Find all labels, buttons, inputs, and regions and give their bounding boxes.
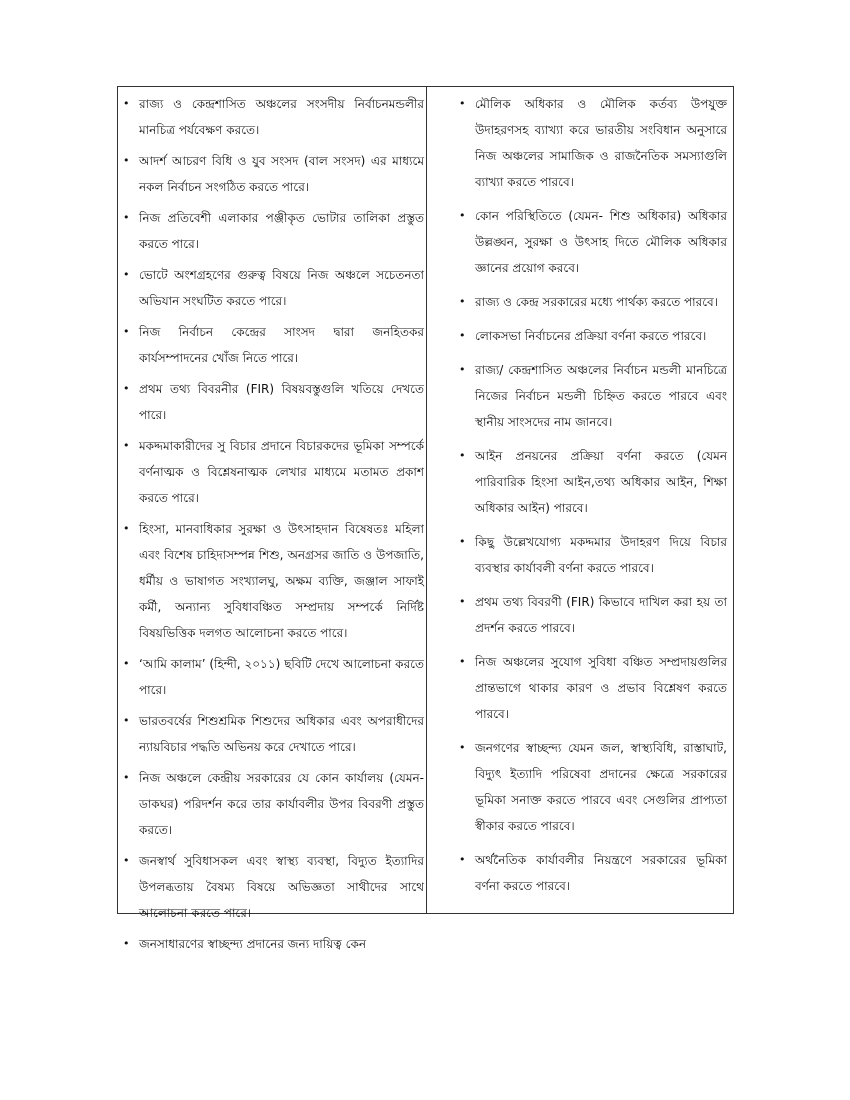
bullet-icon: • [459, 295, 466, 308]
list-item-text: জনস্বার্থ সুবিধাসকল এবং স্বাস্থ্য ব্যবস্থা, বিদ্যুত ইত্যাদির উপলব্ধতায় বৈষম্য বিষয়ে অভিজ্ঞতা সাথীদের সাথে আলোচনা করতে পারে। [139, 854, 424, 920]
bullet-icon: • [459, 449, 466, 462]
bullet-icon: • [123, 771, 130, 784]
list-item [119, 516, 424, 646]
list-item-text: কিছু উল্লেখযোগ্য মকদ্দমার উদাহরণ দিয়ে বিচার ব্যবস্থার কার্যাবলী বর্ণনা করতে পারবে। [475, 535, 727, 575]
list-item [455, 735, 727, 839]
list-item-text: প্রথম তথ্য বিবরনীর (FIR) বিষয়বস্তুগুলি খতিয়ে দেখতে পারে। [139, 382, 424, 422]
bullet-icon: • [123, 522, 130, 535]
bullet-icon: • [459, 595, 466, 608]
bullet-icon: • [459, 209, 466, 222]
list-item-text: লোকসভা নির্বাচনের প্রক্রিয়া বর্ণনা করতে পারবে। [475, 329, 707, 343]
list-item-text: রাজ্য/ কেন্দ্রশাসিত অঞ্চলের নির্বাচন মন্ডলী মানচিত্রে নিজের নির্বাচন মন্ডলী চিহ্নিত করতে পারবে এবং স্থানীয় সাংসদের নাম জানবে। [475, 363, 727, 429]
bullet-icon: • [123, 154, 130, 167]
bullet-icon: • [459, 655, 466, 668]
list-item [455, 589, 727, 641]
bullet-icon: • [123, 937, 130, 950]
bullet-icon: • [123, 325, 130, 338]
left-bullet-list [119, 91, 424, 957]
bullet-icon: • [459, 363, 466, 376]
list-item-text: নিজ নির্বাচন কেন্দ্রের সাংসদ দ্বারা জনহিতকর কার্যসম্পাদনের খোঁজ নিতে পারে। [139, 325, 424, 365]
list-item [455, 443, 727, 521]
list-item-text: মৌলিক অধিকার ও মৌলিক কর্তব্য উপযুক্ত উদাহরণসহ ব্যাখ্যা করে ভারতীয় সংবিধান অনুসারে নিজ অঞ্চলের সামাজিক ও রাজনৈতিক সমস্যাগুলি ব্যাখ্যা করতে পারবে। [475, 97, 727, 189]
list-item-text: ভারতবর্ষের শিশুশ্রমিক শিশুদের অধিকার এবং অপরাধীদের ন্যায়বিচার পদ্ধতি অভিনয় করে দেখাতে পারে। [139, 714, 424, 754]
bullet-icon: • [123, 854, 130, 867]
list-item-text: ‘আমি কালাম’ (হিন্দী, ২০১১) ছবিটি দেখে আলোচনা করতে পারে। [139, 657, 424, 697]
list-item-text: জনসাধারণের স্বাচ্ছন্দ্য প্রদানের জন্য দায়িত্ব কেন [139, 937, 367, 951]
bullet-icon: • [123, 714, 130, 727]
list-item-text: নিজ প্রতিবেশী এলাকার পঞ্জীকৃত ভোটার তালিকা প্রস্তুত করতে পারে। [139, 211, 424, 251]
list-item-text: প্রথম তথ্য বিবরণী (FIR) কিভাবে দাখিল করা হয় তা প্রদর্শন করতে পারবে। [475, 595, 727, 635]
list-item [455, 323, 727, 349]
list-item [455, 847, 727, 899]
list-item [455, 289, 727, 315]
list-item-text: মকদ্দমাকারীদের সু বিচার প্রদানে বিচারকদের ভূমিকা সম্পর্কে বর্ণনাত্মক ও বিশ্লেষনাত্মক লেখার মাধ্যমে মতামত প্রকাশ করতে পারে। [139, 439, 424, 505]
bullet-icon: • [459, 535, 466, 548]
right-bullet-list [455, 91, 727, 899]
list-item [119, 91, 424, 143]
list-item-text: জনগণের স্বাচ্ছন্দ্য যেমন জল, স্বাস্থ্যবিধি, রাস্তাঘাট, বিদ্যুৎ ইত্যাদি পরিষেবা প্রদানের ক্ষেত্রে সরকারের ভূমিকা সনাক্ত করতে পারবে এবং সেগুলির প্রাপ্যতা স্বীকার করতে পারবে। [475, 741, 727, 833]
list-item [119, 765, 424, 843]
bullet-icon: • [459, 853, 466, 866]
list-item [455, 91, 727, 195]
list-item-text: হিংসা, মানবাধিকার সুরক্ষা ও উৎসাহদান বিষেষতঃ মহিলা এবং বিশেষ চাহিদাসম্পন্ন শিশু, অনগ্রসর জাতি ও উপজাতি, ধর্মীয় ও ভাষাগত সংখ্যালঘু, অক্ষম ব্যক্তি, জঞ্জাল সাফাই কর্মী, অন্যান্য সুবিধাবঞ্চিত সম্প্রদায় সম্পর্কে নির্দিষ্ট বিষয়ভিত্তিক দলগত আলোচনা করতে পারে। [139, 522, 424, 640]
list-item-text: ভোটে অংশগ্রহণের গুরুত্ব বিষয়ে নিজ অঞ্চলে সচেতনতা অভিযান সংঘটিত করতে পারে। [139, 268, 424, 308]
bullet-icon: • [123, 657, 130, 670]
list-item [119, 205, 424, 257]
list-item-text: রাজ্য ও কেন্দ্র সরকারের মধ্যে পার্থক্য করতে পারবে। [475, 295, 719, 309]
list-item-text: আইন প্রনয়নের প্রক্রিয়া বর্ণনা করতে (যেমন পারিবারিক হিংসা আইন,তথ্য অধিকার আইন, শিক্ষা অধিকার আইন) পারবে। [475, 449, 727, 515]
list-item-text: নিজ অঞ্চলের সুযোগ সুবিধা বঞ্চিত সম্প্রদায়গুলির প্রান্তভাগে থাকার কারণ ও প্রভাব বিশ্লেষণ করতে পারবে। [475, 655, 727, 721]
list-item [119, 376, 424, 428]
list-item-text: অর্থনৈতিক কার্যাবলীর নিয়ন্ত্রণে সরকারের ভূমিকা বর্ণনা করতে পারবে। [475, 853, 727, 893]
list-item-text: নিজ অঞ্চলে কেন্দ্রীয় সরকারের যে কোন কার্যালয় (যেমন-ডাকঘর) পরিদর্শন করে তার কার্যাবলীর উপর বিবরণী প্রস্তুত করতে। [139, 771, 424, 837]
bullet-icon: • [459, 97, 466, 110]
bullet-icon: • [459, 741, 466, 754]
bullet-icon: • [123, 211, 130, 224]
list-item [455, 649, 727, 727]
list-item-text: কোন পরিস্থিতিতে (যেমন- শিশু অধিকার) অধিকার উল্লঙ্ঘন, সুরক্ষা ও উৎসাহ দিতে মৌলিক অধিকার জ্ঞানের প্রয়োগ করবে। [475, 209, 727, 275]
list-item [119, 708, 424, 760]
list-item [119, 651, 424, 703]
list-item [119, 148, 424, 200]
list-item [119, 319, 424, 371]
list-item [455, 529, 727, 581]
bullet-icon: • [123, 268, 130, 281]
bullet-icon: • [123, 97, 130, 110]
list-item-text: আদর্শ আচরণ বিধি ও যুব সংসদ (বাল সংসদ) এর মাধ্যমে নকল নির্বাচন সংগঠিত করতে পারে। [139, 154, 424, 194]
right-column [427, 87, 733, 913]
list-item [119, 931, 424, 957]
list-item-text: রাজ্য ও কেন্দ্রশাসিত অঞ্চলের সংসদীয় নির্বাচনমন্ডলীর মানচিত্র পর্যবেক্ষণ করতে। [139, 97, 424, 137]
list-item [119, 848, 424, 926]
two-column-table [117, 86, 734, 951]
bullet-icon: • [123, 382, 130, 395]
bullet-icon: • [123, 439, 130, 452]
list-item [455, 357, 727, 435]
list-item [119, 433, 424, 511]
left-column [118, 87, 427, 951]
list-item [455, 203, 727, 281]
list-item [119, 262, 424, 314]
bullet-icon: • [459, 329, 466, 342]
